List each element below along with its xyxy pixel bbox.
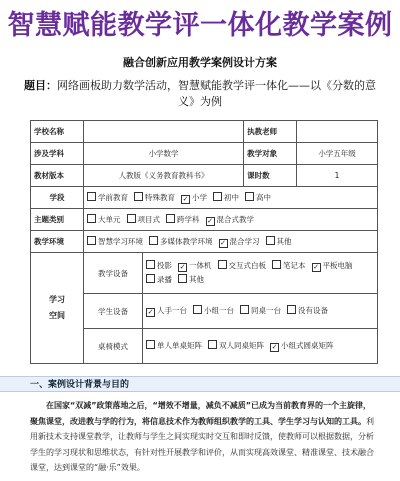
empty-box-icon[interactable] [87, 236, 96, 245]
space-label [31, 253, 84, 364]
empty-box-icon[interactable] [146, 340, 155, 349]
checkbox-option-label: 学前教育 [98, 192, 128, 202]
checked-box-icon[interactable]: ✓ [182, 194, 189, 203]
checkbox-option-label: 其他 [276, 236, 292, 246]
subject-value: 小学数学 [84, 143, 244, 165]
theme-label: 主题类别 [31, 209, 84, 231]
empty-box-icon[interactable] [166, 214, 175, 223]
checkbox-option[interactable] [146, 259, 172, 273]
subject-label: 涉及学科 [31, 143, 84, 165]
checked-box-icon[interactable]: ✓ [147, 308, 154, 316]
checked-box-icon[interactable]: ✓ [220, 238, 226, 247]
checked-box-icon[interactable]: ✓ [313, 263, 319, 271]
school-label: 学校名称 [31, 121, 84, 143]
student-device-label: 学生设备 [84, 294, 143, 329]
section-heading-background: 一、案例设计背景与目的 [0, 376, 400, 392]
checkbox-option[interactable] [272, 259, 306, 273]
empty-box-icon[interactable] [149, 236, 158, 245]
checkbox-option-label: 双人同桌矩阵 [219, 341, 264, 350]
checkbox-option-label: 小组式圆桌矩阵 [281, 341, 334, 350]
checkbox-option[interactable] [266, 236, 292, 247]
checkbox-option-label: 项目式 [137, 214, 160, 224]
paragraph-text: 利用新技术支持课堂教学，让教师与学生之间实现实时交互和即时反馈，使教师可以根据数据，分析学生的学习现状和思维状态，有针对性开展教学和评价，从而实现高效课堂、精准课堂、技术融合课堂，达到课堂的“融·乐”效果。 [30, 416, 374, 472]
empty-box-icon[interactable] [87, 214, 96, 223]
empty-box-icon[interactable] [245, 192, 254, 201]
stage-options [84, 187, 378, 209]
checkbox-option-label: 大单元 [98, 214, 121, 224]
checkbox-option-label: 笔记本 [283, 261, 306, 270]
form-row-env [31, 231, 378, 253]
checkbox-option[interactable] [312, 259, 353, 273]
checkbox-option[interactable] [87, 236, 143, 247]
checkbox-option[interactable] [178, 259, 212, 273]
page-banner: 智慧赋能教学评一体化教学案例 [7, 9, 393, 41]
checkbox-option[interactable] [213, 192, 239, 203]
student-device-options [143, 294, 378, 329]
hours-value: 1 [297, 165, 378, 187]
checkbox-option[interactable] [193, 304, 234, 318]
checkbox-option-label: 单人单桌矩阵 [157, 341, 202, 350]
empty-box-icon[interactable] [193, 305, 202, 314]
checkbox-option[interactable] [166, 214, 200, 225]
design-form-table [30, 120, 378, 364]
empty-box-icon[interactable] [127, 214, 136, 223]
form-row-student-device [31, 294, 378, 329]
checkbox-option[interactable] [146, 304, 187, 318]
teacher-value [297, 121, 378, 143]
checkbox-option[interactable] [87, 214, 121, 225]
checkbox-option[interactable] [219, 236, 260, 248]
empty-box-icon[interactable] [287, 305, 296, 314]
checkbox-option-label: 特殊教育 [145, 192, 175, 202]
checkbox-option-label: 跨学科 [177, 214, 200, 224]
checkbox-option[interactable] [178, 273, 204, 287]
empty-box-icon[interactable] [134, 192, 143, 201]
document-subtitle: 融合创新应用教学案例设计方案 [123, 56, 277, 69]
empty-box-icon[interactable] [218, 260, 227, 269]
checkbox-option-label: 智慧学习环境 [98, 236, 143, 246]
checkbox-option-label: 录播 [157, 275, 172, 284]
checkbox-option[interactable] [87, 192, 128, 203]
hours-label: 课时数 [244, 165, 297, 187]
checkbox-option-label: 平板电脑 [322, 261, 353, 270]
checkbox-option[interactable] [287, 304, 328, 318]
form-row-subject [31, 143, 378, 165]
checkbox-option-label: 投影 [157, 261, 172, 270]
form-row-theme [31, 209, 378, 231]
checkbox-option-label: 人手一台 [157, 306, 187, 315]
empty-box-icon[interactable] [266, 236, 275, 245]
empty-box-icon[interactable] [208, 340, 217, 349]
checkbox-option[interactable] [149, 236, 213, 247]
checkbox-option[interactable] [240, 304, 281, 318]
checkbox-option[interactable] [134, 192, 175, 203]
empty-box-icon[interactable] [87, 192, 96, 201]
checkbox-option[interactable] [245, 192, 271, 203]
checkbox-option-label: 多媒体教学环境 [160, 236, 213, 246]
checkbox-option[interactable] [127, 214, 161, 225]
edition-value: 人教版《义务教育教科书》 [84, 165, 244, 187]
school-value [84, 121, 244, 143]
checkbox-option-label: 交互式白板 [228, 261, 266, 270]
checkbox-option[interactable] [206, 214, 255, 226]
checkbox-option-label: 一体机 [189, 261, 212, 270]
topic-label: 题目： [24, 79, 57, 92]
empty-box-icon[interactable] [272, 260, 281, 269]
checkbox-option-label: 小学 [192, 192, 207, 202]
checkbox-option-label: 同桌一台 [251, 306, 281, 315]
checkbox-option[interactable] [218, 259, 267, 273]
form-row-school [31, 121, 378, 143]
env-options [84, 231, 378, 253]
form-row-stage [31, 187, 378, 209]
form-row-device [31, 253, 378, 294]
empty-box-icon[interactable] [146, 260, 155, 269]
theme-options [84, 209, 378, 231]
desk-label: 桌椅模式 [84, 329, 143, 364]
checkbox-option-label: 混合式教学 [216, 214, 254, 224]
checkbox-option[interactable] [146, 339, 202, 353]
empty-box-icon[interactable] [178, 274, 187, 283]
document-topic [22, 78, 378, 110]
target-value: 小学五年级 [297, 143, 378, 165]
paragraph-bold-text: 在国家“双减”政策落地之后，“增效不增量，减负不减质”已成为当前教育界的一个主旋律，聚焦课堂，改进教与学的行为，将信息技术作为教师组织教学的工具、学生学习与认知的工具。 [30, 401, 372, 426]
checked-box-icon[interactable]: ✓ [179, 263, 186, 271]
checkbox-option-label: 高中 [256, 192, 271, 202]
checked-box-icon[interactable]: ✓ [207, 216, 213, 225]
checkbox-option-label: 初中 [224, 192, 239, 202]
checkbox-option[interactable] [270, 339, 334, 353]
edition-label: 教材版本 [31, 165, 84, 187]
checkbox-option[interactable] [181, 192, 207, 204]
device-options [143, 253, 378, 294]
env-label: 教学环境 [31, 231, 84, 253]
form-row-desk [31, 329, 378, 364]
space-label-line1: 学习 [49, 295, 65, 304]
target-label: 教学对象 [244, 143, 297, 165]
form-row-edition [31, 165, 378, 187]
empty-box-icon[interactable] [146, 274, 155, 283]
stage-label: 学段 [31, 187, 84, 209]
checkbox-option-label: 混合学习 [229, 236, 260, 246]
checkbox-option[interactable] [208, 339, 264, 353]
teacher-label: 执教老师 [244, 121, 297, 143]
checked-box-icon[interactable]: ✓ [271, 343, 278, 351]
checkbox-option-label: 小组一台 [204, 306, 234, 315]
checkbox-option[interactable] [146, 273, 172, 287]
device-label: 教学设备 [84, 253, 143, 294]
checkbox-option-label: 没有设备 [298, 306, 328, 315]
checkbox-option-label: 其他 [189, 275, 204, 284]
topic-text: 网络画板助力数学活动，智慧赋能教学评一体化——以《分数的意义》为例 [57, 79, 376, 108]
empty-box-icon[interactable] [240, 305, 249, 314]
desk-options [143, 329, 378, 364]
empty-box-icon[interactable] [213, 192, 222, 201]
space-label-line2: 空间 [49, 311, 65, 320]
section-paragraph [30, 398, 378, 476]
